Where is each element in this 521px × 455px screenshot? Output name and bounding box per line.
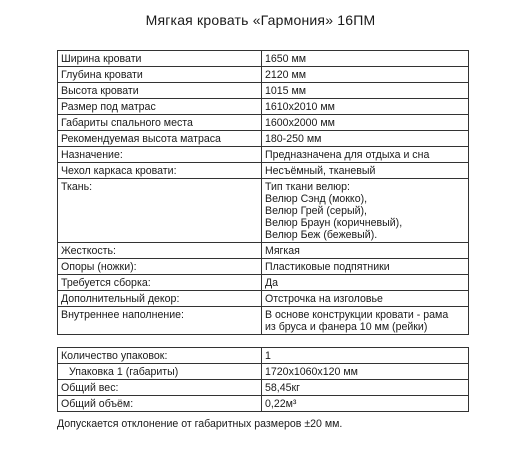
- package-label: Общий объём:: [58, 396, 262, 412]
- package-row: [58, 364, 469, 380]
- spec-row: [58, 51, 469, 67]
- spec-value: [262, 163, 469, 179]
- spec-value: [262, 307, 469, 335]
- spec-value-line: Велюр Браун (коричневый),: [265, 216, 403, 229]
- spec-row: [58, 147, 469, 163]
- spec-row: [58, 67, 469, 83]
- spec-value-line: Пластиковые подпятники: [265, 260, 390, 273]
- spec-value-line: Несъёмный, тканевый: [265, 164, 376, 177]
- spec-row: [58, 291, 469, 307]
- spec-label: Размер под матрас: [58, 99, 262, 115]
- page-title: Мягкая кровать «Гармония» 16ПМ: [145, 12, 376, 28]
- spec-row: [58, 99, 469, 115]
- spec-label: Назначение:: [58, 147, 262, 163]
- spec-row: [58, 131, 469, 147]
- spec-value: [262, 83, 469, 99]
- spec-label: Глубина кровати: [58, 67, 262, 83]
- spec-row: [58, 243, 469, 259]
- spec-value-line: 2120 мм: [265, 68, 307, 81]
- spec-value: [262, 243, 469, 259]
- package-label: Количество упаковок:: [58, 348, 262, 364]
- spec-value-line: 180-250 мм: [265, 132, 322, 145]
- spec-label: Ткань:: [58, 179, 262, 243]
- spec-row: [58, 115, 469, 131]
- spec-value-line: Мягкая: [265, 244, 300, 257]
- spec-value-line: Велюр Грей (серый),: [265, 204, 367, 217]
- spec-label: Высота кровати: [58, 83, 262, 99]
- spec-label: Жесткость:: [58, 243, 262, 259]
- spec-value: [262, 275, 469, 291]
- package-table: [57, 347, 469, 412]
- spec-row: [58, 179, 469, 243]
- spec-value-line: В основе конструкции кровати - рама: [265, 308, 449, 321]
- package-value: 1720х1060х120 мм: [262, 364, 469, 380]
- package-label: Общий вес:: [58, 380, 262, 396]
- spec-value: [262, 291, 469, 307]
- spec-value-line: 1610х2010 мм: [265, 100, 335, 113]
- spec-value-line: 1600х2000 мм: [265, 116, 335, 129]
- spec-value: [262, 51, 469, 67]
- package-row: [58, 348, 469, 364]
- spec-label: Требуется сборка:: [58, 275, 262, 291]
- spec-table: [57, 50, 469, 335]
- spec-value: [262, 147, 469, 163]
- spec-row: [58, 275, 469, 291]
- spec-row: [58, 307, 469, 335]
- package-value: 1: [262, 348, 469, 364]
- spec-label: Внутреннее наполнение:: [58, 307, 262, 335]
- package-label: Упаковка 1 (габариты): [58, 364, 262, 380]
- spec-label: Опоры (ножки):: [58, 259, 262, 275]
- package-value: 58,45кг: [262, 380, 469, 396]
- package-row: [58, 396, 469, 412]
- spec-value-line: Велюр Сэнд (мокко),: [265, 192, 368, 205]
- spec-value-line: Отстрочка на изголовье: [265, 292, 383, 305]
- spec-value-line: Предназначена для отдыха и сна: [265, 148, 430, 161]
- spec-value-line: Велюр Беж (бежевый).: [265, 228, 378, 241]
- spec-label: Рекомендуемая высота матраса: [58, 131, 262, 147]
- spec-value: [262, 179, 469, 243]
- spec-value: [262, 115, 469, 131]
- spec-row: [58, 163, 469, 179]
- spec-row: [58, 83, 469, 99]
- spec-label: Габариты спального места: [58, 115, 262, 131]
- package-row: [58, 380, 469, 396]
- spec-value-line: из бруса и фанера 10 мм (рейки): [265, 320, 428, 333]
- tolerance-note: Допускается отклонение от габаритных размеров ±20 мм.: [57, 418, 343, 430]
- spec-value-line: 1650 мм: [265, 52, 307, 65]
- spec-value-line: Да: [265, 276, 279, 289]
- spec-value: [262, 259, 469, 275]
- spec-value: [262, 99, 469, 115]
- spec-value-line: 1015 мм: [265, 84, 307, 97]
- package-value: 0,22м³: [262, 396, 469, 412]
- spec-label: Чехол каркаса кровати:: [58, 163, 262, 179]
- spec-label: Дополнительный декор:: [58, 291, 262, 307]
- spec-value: [262, 67, 469, 83]
- spec-value: [262, 131, 469, 147]
- spec-label: Ширина кровати: [58, 51, 262, 67]
- spec-value-line: Тип ткани велюр:: [265, 180, 350, 193]
- spec-row: [58, 259, 469, 275]
